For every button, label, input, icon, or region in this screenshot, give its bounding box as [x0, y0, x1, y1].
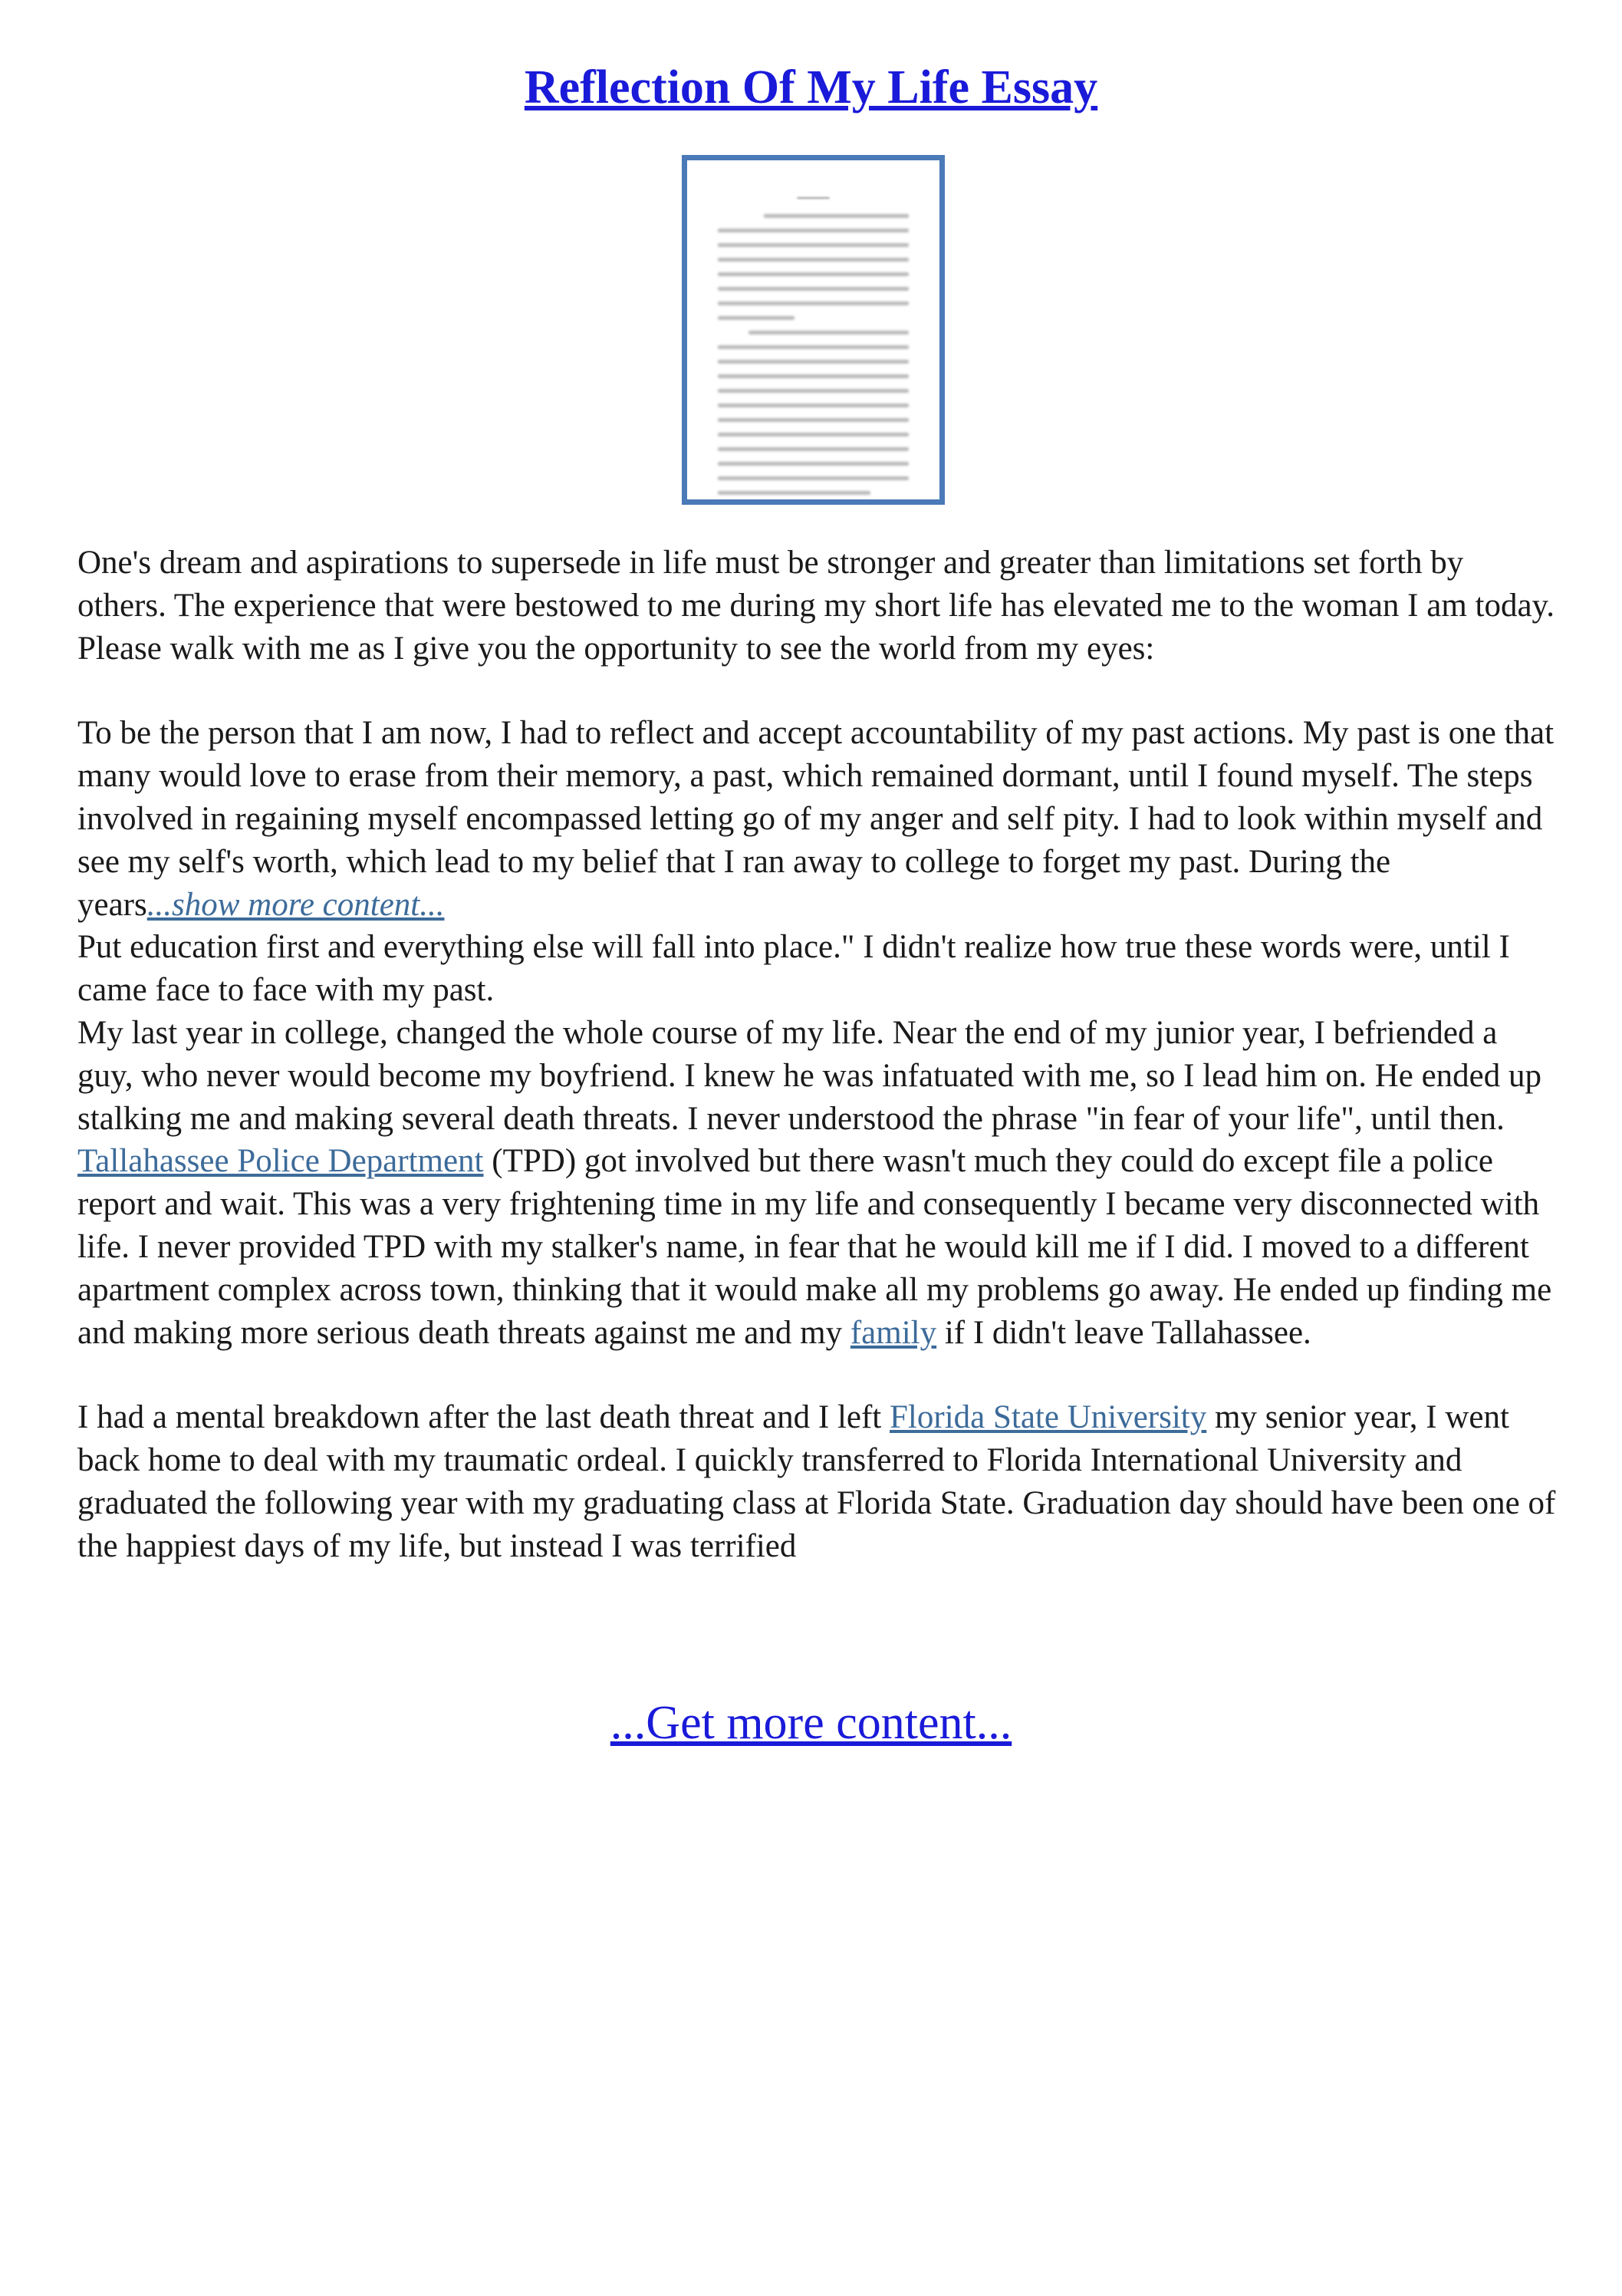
page-title [0, 60, 1622, 115]
florida-state-university-link[interactable]: Florida State University [890, 1399, 1207, 1436]
essay-preview-thumbnail[interactable] [682, 155, 945, 505]
essay-body [77, 542, 1558, 1568]
paragraph-reflection-text: To be the person that I am now, I had to reflect and accept accountability of my past actions. My past is one that many would love to erase from their memory, a past, which remained dormant, until I found myself. The steps involved in regaining myself encompassed letting go of my anger and self pity. I had to look within myself and see my self's worth, which lead to my belief that I ran away to college to forget my past. During the years [77, 715, 1555, 923]
family-link[interactable]: family [850, 1314, 937, 1351]
paragraph-college-text-1: My last year in college, changed the whole course of my life. Near the end of my junior year, I befriended a guy, who never would become my boyfriend. I knew he was infatuated with me, so I lead him on. He ended up stalking me and making several death threats. I never understood the phrase "in fear of your life", until then. [77, 1014, 1542, 1137]
paragraph-college [77, 1012, 1558, 1354]
get-more-content [0, 1695, 1622, 1751]
paragraph-college-text-3: if I didn't leave Tallahassee. [936, 1314, 1311, 1351]
thumbnail-page-title: ▬▬▬▬▬▬▬ [797, 196, 830, 200]
paragraph-college-text-2: (TPD) got involved but there wasn't much they could do except file a police report and wait. This was a very frightening time in my life and consequently I became very disconnected with life. I never provided TPD with my stalker's name, in fear that he would kill me if I did. I moved to a different apartment complex across town, thinking that it would make all my problems go away. He ended up finding me and making more serious death threats against me and my [77, 1143, 1552, 1351]
paragraph-breakdown-text-1: I had a mental breakdown after the last death threat and I left [77, 1399, 890, 1436]
show-more-link[interactable]: ...show more content... [146, 886, 445, 923]
tallahassee-police-link[interactable]: Tallahassee Police Department [77, 1143, 484, 1180]
paragraph-education: Put education first and everything else will fall into place." I didn't realize how true these words were, until I came face to face with my past. [77, 929, 1510, 1009]
paragraph-breakdown-text-2: my senior year, I went back home to deal with my traumatic ordeal. I quickly transferred to Florida International University and graduated the following year with my graduating class at Florida State. Graduation day should have been one of the happiest days of my life, but instead I was terrified [77, 1399, 1556, 1564]
paragraph-breakdown [77, 1396, 1558, 1567]
title-link[interactable]: Reflection Of My Life Essay [524, 61, 1098, 114]
paragraph-intro: One's dream and aspirations to supersede in life must be stronger and greater than limitations set forth by others. The experience that were bestowed to me during my short life has elevated me to the woman I am today. Please walk with me as I give you the opportunity to see the world from my eyes: [77, 545, 1555, 667]
get-more-content-link[interactable]: ...Get more content... [610, 1697, 1012, 1749]
paragraph-reflection [77, 712, 1558, 926]
thumbnail-text-lines [718, 214, 909, 505]
